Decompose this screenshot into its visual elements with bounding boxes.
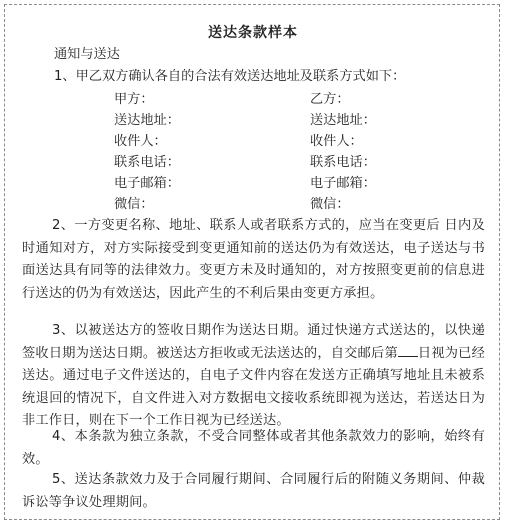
party-a-label: 甲方： xyxy=(114,92,154,107)
blank-line xyxy=(398,344,418,357)
clause-3-text-b: 日视为已经送达。通过电子文件送达的，自电子文件内容在发送方正确填写地址且未被系统退回的情况下，自文件进入对方数据电文接收系统即视为送达，若送达日为非工作日，则在下一个工作日视为已经送达。 xyxy=(22,345,485,428)
clause-2 xyxy=(22,215,485,305)
party-a-email: 电子邮箱： xyxy=(114,176,180,191)
party-a-address: 送达地址： xyxy=(114,113,180,128)
party-a-phone: 联系电话： xyxy=(114,155,180,170)
party-b-address: 送达地址： xyxy=(310,113,376,128)
clause-5 xyxy=(22,469,485,514)
clause-5-text: 5、送达条款效力及于合同履行期间、合同履行后的附随义务期间、仲裁诉讼等争议处理期间。 xyxy=(22,472,485,510)
party-b-label: 乙方： xyxy=(310,92,350,107)
party-a-wechat: 微信： xyxy=(114,197,154,212)
clause-1: 1、甲乙双方确认各自的合法有效送达地址及联系方式如下： xyxy=(54,69,406,84)
party-b-wechat: 微信： xyxy=(310,197,350,212)
party-b-email: 电子邮箱： xyxy=(310,176,376,191)
clause-3 xyxy=(22,320,485,433)
party-b-phone: 联系电话： xyxy=(310,155,376,170)
party-b-recipient: 收件人： xyxy=(310,134,363,149)
document-title: 送达条款样本 xyxy=(208,25,298,41)
clause-4-text: 4、本条款为独立条款，不受合同整体或者其他条款效力的影响，始终有效。 xyxy=(22,429,485,467)
clause-2-text: 2、一方变更名称、地址、联系人或者联系方式的，应当在变更后 日内及时通知对方，对方实际接受到变更通知前的送达仍为有效送达，电子送达与书面送达具有同等的法律效力。变更方未及时通知的，对方按照变更前的信息进行送达的仍为有效送达，因此产生的不利后果由变更方承担。 xyxy=(22,218,485,301)
party-a-recipient: 收件人： xyxy=(114,134,167,149)
clause-3-text-a: 3、以被送达方的签收日期作为送达日期。通过快递方式送达的，以快递签收日期为送达日期。被送达方拒收或无法送达的，自交邮后第 xyxy=(22,323,485,361)
section-heading: 通知与送达 xyxy=(54,47,120,62)
clause-4 xyxy=(22,426,485,471)
